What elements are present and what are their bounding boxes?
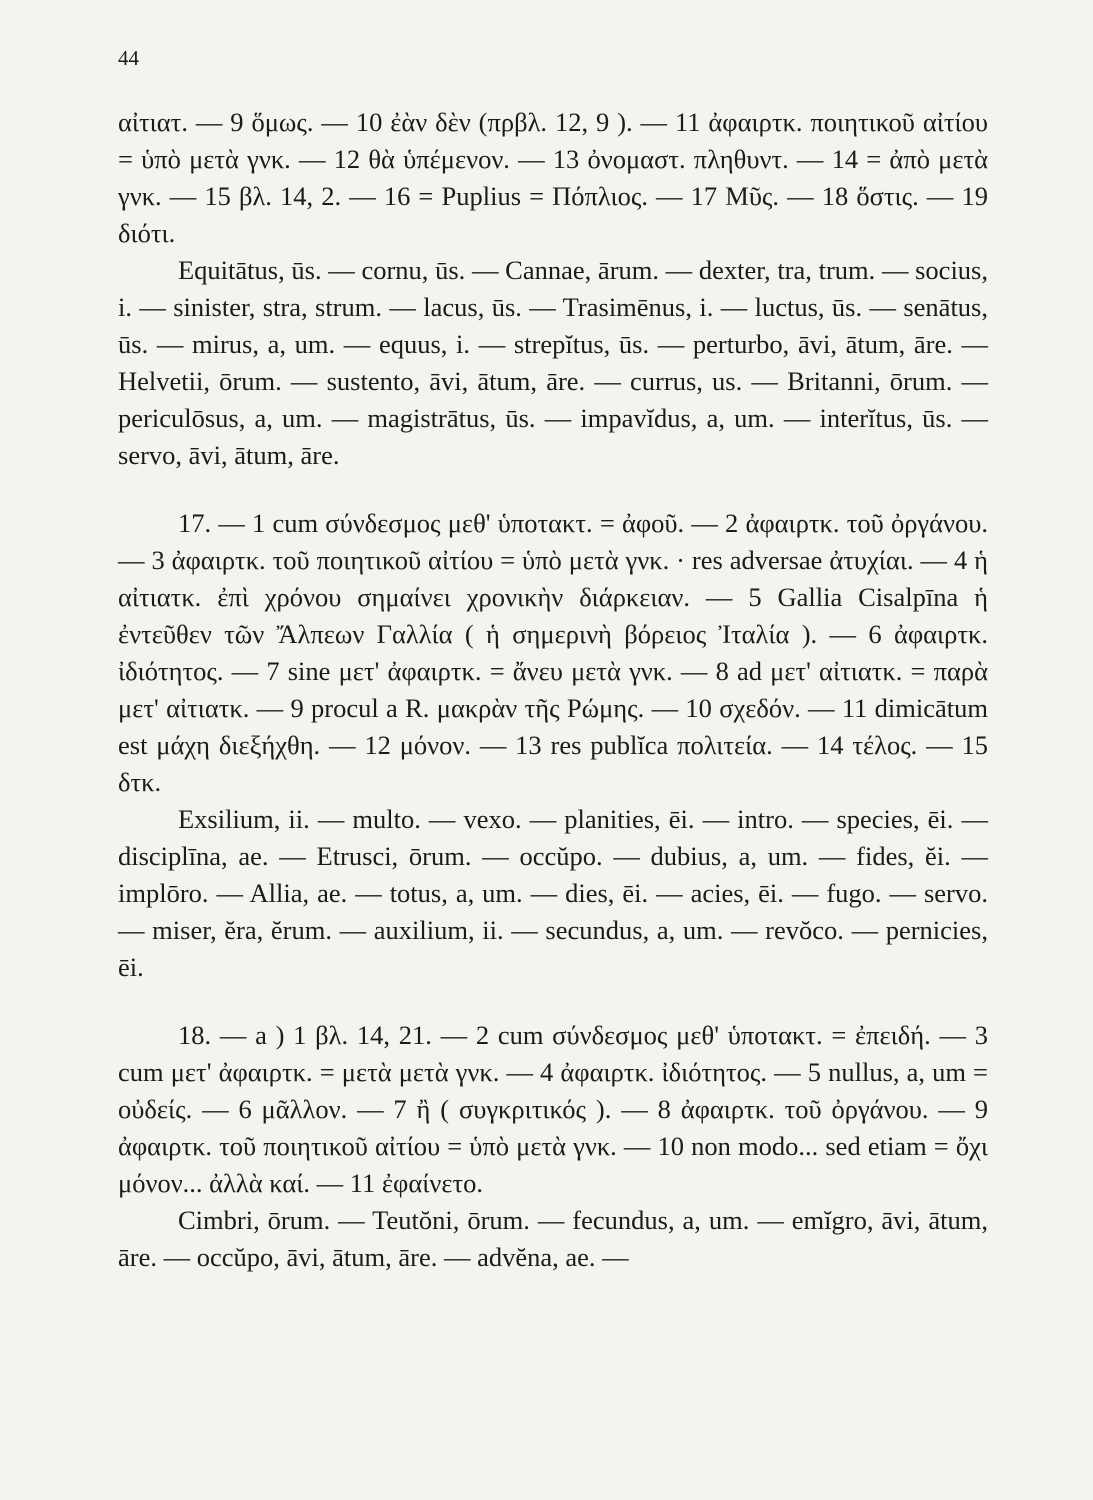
section-18-number: 18. (178, 1020, 212, 1050)
section-18-notes-text: — a ) 1 βλ. 14, 21. — 2 cum σύνδεσμος μεθ' ὑποτακτ. = ἐπειδή. — 3 cum μετ' ἀφαιρτκ. = μετὰ μετὰ γνκ. — 4 ἀφαιρτκ. ἰδιότητος. — 5 nullus, a, um = οὐδείς. — 6 μᾶλλον. — 7 ἢ ( συγκριτικός ). — 8 ἀφαιρτκ. τοῦ ὀργάνου. — 9 ἀφαιρτκ. τοῦ ποιητικοῦ αἰτίου = ὑπὸ μετὰ γνκ. — 10 non modo... sed etiam = ὄχι μόνον... ἀλλὰ καί. — 11 ἐφαίνετο. (118, 1020, 988, 1198)
notes-section-18 (118, 1017, 988, 1202)
section-17-notes-text: — 1 cum σύνδεσμος μεθ' ὑποτακτ. = ἀφοῦ. — 2 ἀφαιρτκ. τοῦ ὀργάνου. — 3 ἀφαιρτκ. τοῦ ποιητικοῦ αἰτίου = ὑπὸ μετὰ γνκ. · res adversae ἀτυχίαι. — 4 ἡ αἰτιατκ. ἐπὶ χρόνου σημαίνει χρονικὴν διάρκειαν. — 5 Gallia Cisalpīna ἡ ἐντεῦθεν τῶν Ἄλπεων Γαλλία ( ἡ σημερινὴ βόρειος Ἰταλία ). — 6 ἀφαιρτκ. ἰδιότητος. — 7 sine μετ' ἀφαιρτκ. = ἄνευ μετὰ γνκ. — 8 ad μετ' αἰτιατκ. = παρὰ μετ' αἰτιατκ. — 9 procul a R. μακρὰν τῆς Ρώμης. — 10 σχεδόν. — 11 dimicātum est μάχη διεξήχθη. — 12 μόνον. — 13 res publĭca πολιτεία. — 14 τέλος. — 15 δτκ. (118, 508, 989, 797)
section-17-number: 17. (178, 508, 212, 538)
vocabulary-section-18: Cimbri, ōrum. — Teutŏni, ōrum. — fecundus, a, um. — emĭgro, āvi, ātum, āre. — occŭpo, āvi, ātum, āre. — advĕna, ae. — (118, 1205, 988, 1272)
section-gap (118, 474, 988, 505)
page-content (118, 104, 988, 1276)
vocabulary-section-16: Equitātus, ūs. — cornu, ūs. — Cannae, ārum. — dexter, tra, trum. — socius, i. — sinister, stra, strum. — lacus, ūs. — Trasimēnus, i. — luctus, ūs. — senātus, ūs. — mirus, a, um. — equus, i. — strepĭtus, ūs. — perturbo, āvi, ātum, āre. — Helvetii, ōrum. — sustento, āvi, ātum, āre. — currus, us. — Britanni, ōrum. — periculōsus, a, um. — magistrātus, ūs. — impavĭdus, a, um. — interĭtus, ūs. — servo, āvi, ātum, āre. (118, 255, 988, 470)
vocabulary-section-17: Exsilium, ii. — multo. — vexo. — planities, ēi. — intro. — species, ēi. — disciplīna, ae. — Etrusci, ōrum. — occŭpo. — dubius, a, um. — fides, ĕi. — implōro. — Allia, ae. — totus, a, um. — dies, ēi. — acies, ēi. — fugo. — servo. — miser, ĕra, ĕrum. — auxilium, ii. — secundus, a, um. — revŏco. — pernicies, ēi. (118, 804, 988, 982)
page-number: 44 (118, 46, 139, 70)
section-gap (118, 986, 988, 1017)
notes-section-16-end: αἰτιατ. — 9 ὅμως. — 10 ἐὰν δὲν (πρβλ. 12, 9 ). — 11 ἀφαιρτκ. ποιητικοῦ αἰτίου = ὑπὸ μετὰ γνκ. — 12 θὰ ὑπέμενον. — 13 ὀνομαστ. πληθυντ. — 14 = ἀπὸ μετὰ γνκ. — 15 βλ. 14, 2. — 16 = Puplius = Πόπλιος. — 17 Μῦς. — 18 ὅστις. — 19 διότι. (118, 107, 988, 248)
notes-section-17 (118, 505, 988, 801)
